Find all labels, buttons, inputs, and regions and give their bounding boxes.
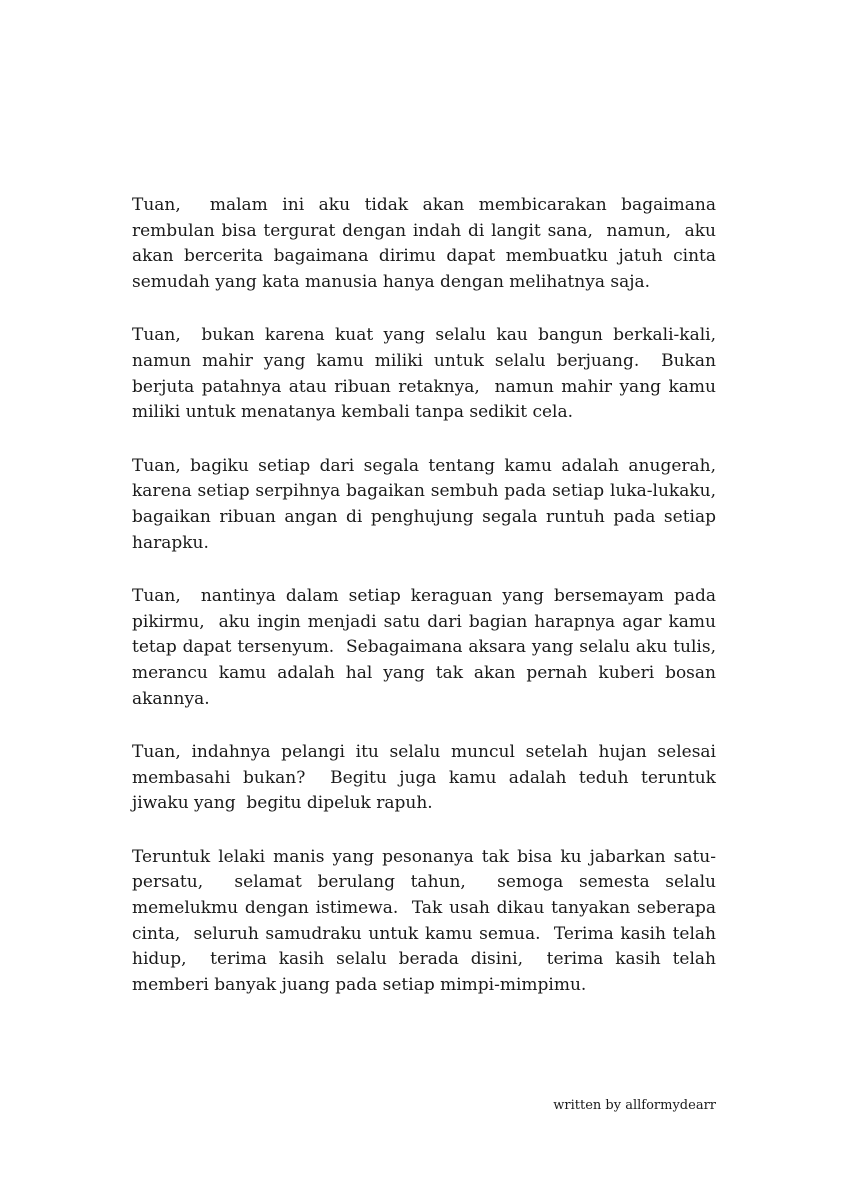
paragraph-2: Tuan, bukan karena kuat yang selalu kau bangun berkali-kali, namun mahir yang kamu miliki untuk selalu berjuang. Bukan berjuta patahnya atau ribuan retaknya, namun mahir yang kamu miliki untuk menatanya kembali tanpa sedikit cela. bbox=[132, 325, 722, 423]
author-signature: written by allformydearr bbox=[553, 1098, 716, 1113]
paragraph-6: Teruntuk lelaki manis yang pesonanya tak bisa ku jabarkan satu-persatu, selamat berulang tahun, semoga semesta selalu memelukmu dengan istimewa. Tak usah dikau tanyakan seberapa cinta, seluruh samudraku untuk kamu semua. Terima kasih telah hidup, terima kasih selalu berada disini, terima kasih telah memberi banyak juang pada setiap mimpi-mimpimu. bbox=[132, 846, 722, 995]
paragraph-3: Tuan, bagiku setiap dari segala tentang kamu adalah anugerah, karena setiap serpihnya bagaikan sembuh pada setiap luka-lukaku, bagaikan ribuan angan di penghujung segala runtuh pada setiap harapku. bbox=[132, 455, 722, 553]
paragraph-1: Tuan, malam ini aku tidak akan membicarakan bagaimana rembulan bisa tergurat dengan indah di langit sana, namun, aku akan bercerita bagaimana dirimu dapat membuatku jatuh cinta semudah yang kata manusia hanya dengan melihatnya saja. bbox=[132, 195, 722, 292]
letter-body bbox=[132, 193, 722, 1026]
paragraph-5: Tuan, indahnya pelangi itu selalu muncul setelah hujan selesai membasahi bukan? Begitu juga kamu adalah teduh teruntuk jiwaku yang begitu dipeluk rapuh. bbox=[132, 742, 722, 814]
paragraph-4: Tuan, nantinya dalam setiap keraguan yang bersemayam pada pikirmu, aku ingin menjadi satu dari bagian harapnya agar kamu tetap dapat tersenyum. Sebagaimana aksara yang selalu aku tulis, merancu kamu adalah hal yang tak akan pernah kuberi bosan akannya. bbox=[132, 586, 722, 709]
